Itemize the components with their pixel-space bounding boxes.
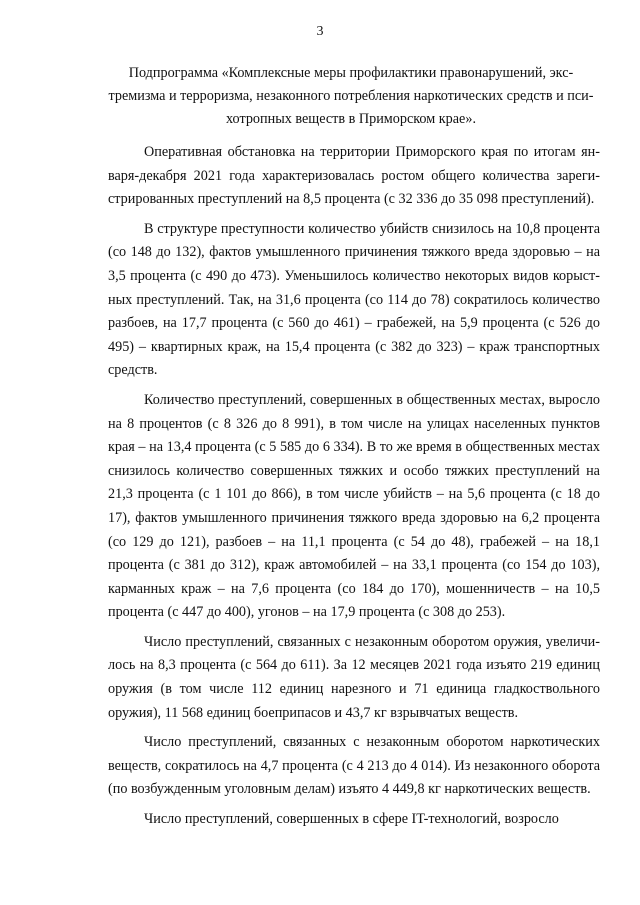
paragraph-narcotics: Число преступлений, связанных с незаконным оборотом наркотических веществ, сократилось на 4,7 процента (с 4 213 до 4 014). Из незаконного оборота (по возбужденным уголовным делам) изъято 4 449,8 кг наркотических веществ. xyxy=(108,734,600,798)
paragraph-situation: Оперативная обстановка на территории Приморского края по итогам января-декабря 2021 года характеризовалась ростом общего количества зарегистрированных преступлений на 8,5 процента (с 32 336 до 35 098 преступлений). xyxy=(108,144,600,208)
paragraph-it-crimes: Число преступлений, совершенных в сфере IT-технологий, возросло xyxy=(144,811,559,828)
subprogram-title: Подпрограмма «Комплексные меры профилактики правонарушений, экстремизма и терроризма, незаконного потребления наркотических средств и психотропных веществ в Приморском крае». xyxy=(108,65,594,127)
paragraph-weapons: Число преступлений, связанных с незаконным оборотом оружия, увеличилось на 8,3 процента (с 564 до 611). За 12 месяцев 2021 года изъято 219 единиц оружия (в том числе 112 единиц нарезного и 71 единица гладкоствольного оружия), 11 568 единиц боеприпасов и 43,7 кг взрывчатых веществ. xyxy=(108,633,600,721)
body-text xyxy=(108,141,600,838)
paragraph-public-places: Количество преступлений, совершенных в общественных местах, выросло на 8 процентов (с 8 326 до 8 991), в том числе на улицах населенных пунктов края – на 13,4 процента (с 5 585 до 6 334). В то же время в общественных местах снизилось количество совершенных тяжких и особо тяжких преступлений на 21,3 процента (с 1 101 до 866), в том числе убийств – на 5,6 процента (с 18 до 17), фактов умышленного причинения тяжкого вреда здоровью на 6,2 процента (со 129 до 121), разбоев – на 11,1 процента (с 54 до 48), грабежей – на 18,1 процента (с 381 до 312), краж автомобилей – на 33,1 процента (со 154 до 103), карманных краж – на 7,6 процента (со 184 до 170), мошенничеств – на 10,5 процента (с 447 до 400), угонов – на 17,9 процента (с 308 до 253). xyxy=(108,391,600,621)
page-number: 3 xyxy=(316,24,324,39)
paragraph-crime-structure: В структуре преступности количество убийств снизилось на 10,8 процента (со 148 до 132), фактов умышленного причинения тяжкого вреда здоровью – на 3,5 процента (с 490 до 473). Уменьшилось количество некоторых видов корыстных преступлений. Так, на 31,6 процента (со 114 до 78) сократилось количество разбоев, на 17,7 процента (с 560 до 461) – грабежей, на 5,9 процента (с 526 до 495) – квартирных краж, на 15,4 процента (с 382 до 323) – краж транспортных средств. xyxy=(108,220,600,379)
